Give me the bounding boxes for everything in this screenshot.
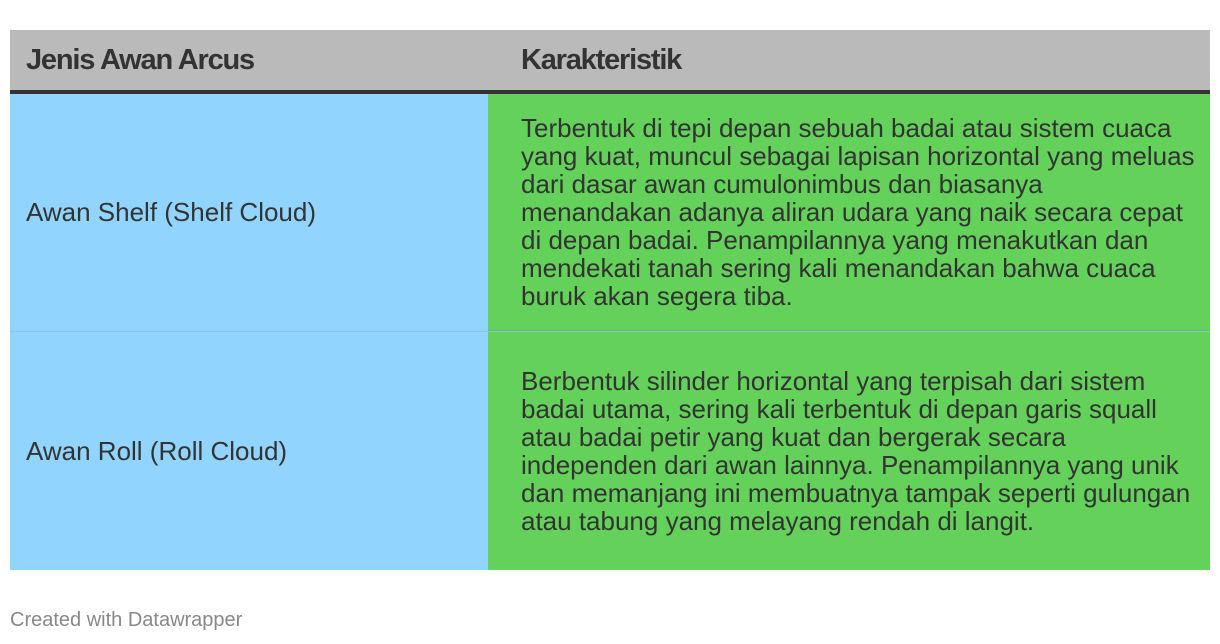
cell-karakteristik-shelf-cloud: Terbentuk di tepi depan sebuah badai atau sistem cuaca yang kuat, muncul sebagai lapisan horizontal yang meluas dari dasar awan cumulonimbus dan biasanya menandakan adanya aliran udara yang naik secara cepat di depan badai. Penampilannya yang menakutkan dan mendekati tanah sering kali menandakan bahwa cuaca buruk akan segera tiba. <box>488 94 1210 331</box>
cell-jenis-shelf-cloud: Awan Shelf (Shelf Cloud) <box>10 94 488 331</box>
data-table <box>10 30 1210 570</box>
header-karakteristik: Karakteristik <box>521 43 682 76</box>
table-header <box>10 30 1210 94</box>
header-jenis-awan-arcus: Jenis Awan Arcus <box>26 43 254 76</box>
datawrapper-credit[interactable]: Created with Datawrapper <box>10 609 243 631</box>
cell-jenis-roll-cloud: Awan Roll (Roll Cloud) <box>10 332 488 570</box>
cell-karakteristik-roll-cloud: Berbentuk silinder horizontal yang terpisah dari sistem badai utama, sering kali terbentuk di depan garis squall atau badai petir yang kuat dan bergerak secara independen dari awan lainnya. Penampilannya yang unik dan memanjang ini membuatnya tampak seperti gulungan atau tabung yang melayang rendah di langit. <box>488 332 1210 570</box>
table-row <box>10 332 1210 570</box>
table-row <box>10 94 1210 332</box>
